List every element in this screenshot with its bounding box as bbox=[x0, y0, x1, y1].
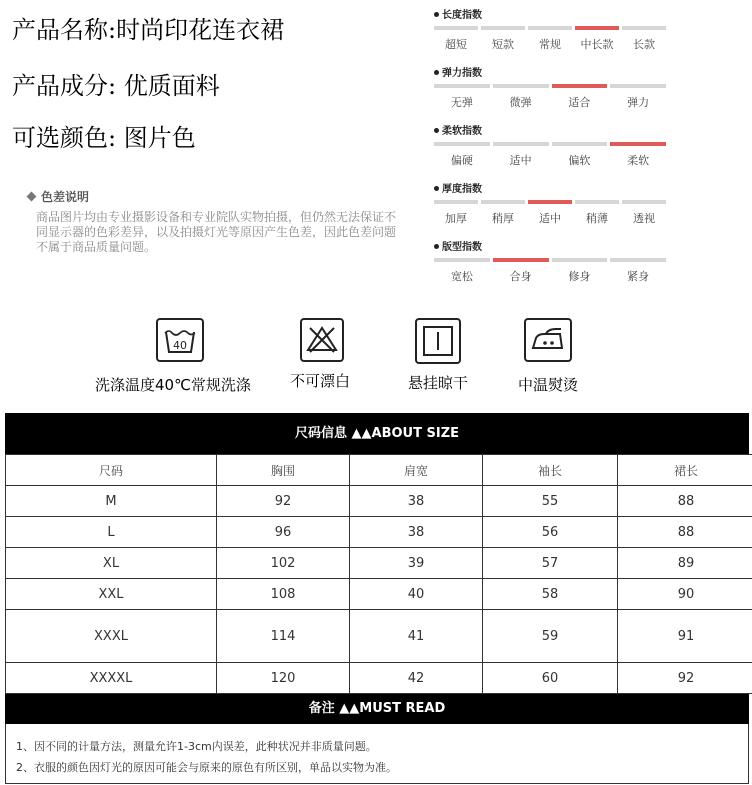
cell-size: L bbox=[6, 517, 217, 548]
scale-group bbox=[430, 238, 670, 290]
bullet-icon bbox=[434, 12, 439, 17]
cell-length: 89 bbox=[618, 548, 752, 579]
scale-segment-selected bbox=[528, 200, 572, 204]
color-note-title: 色差说明 bbox=[28, 188, 89, 205]
scale-option-label: 偏硬 bbox=[450, 154, 473, 167]
medium-iron-icon bbox=[524, 318, 572, 362]
table-row bbox=[6, 548, 752, 579]
scale-option-label: 宽松 bbox=[450, 270, 473, 283]
scale-group bbox=[430, 6, 670, 58]
scale-segment bbox=[434, 84, 490, 88]
scale-title: 弹力指数 bbox=[434, 64, 482, 79]
scale-segment bbox=[622, 200, 666, 204]
scale-option-label: 适合 bbox=[568, 96, 591, 109]
scale-option-label: 加厚 bbox=[445, 212, 467, 225]
scale-option-label: 超短 bbox=[445, 38, 467, 51]
header-shoulder: 肩宽 bbox=[350, 455, 483, 486]
table-row bbox=[6, 579, 752, 610]
table-row bbox=[6, 663, 752, 694]
cell-shoulder: 41 bbox=[350, 610, 483, 663]
scale-segment bbox=[552, 258, 608, 262]
bullet-icon bbox=[434, 128, 439, 133]
cell-shoulder: 40 bbox=[350, 579, 483, 610]
cell-bust: 108 bbox=[217, 579, 350, 610]
scale-option-label: 合身 bbox=[509, 270, 532, 283]
scale-segment bbox=[493, 142, 549, 146]
scale-option-label: 中长款 bbox=[580, 38, 614, 51]
cell-shoulder: 38 bbox=[350, 517, 483, 548]
no-bleach-icon bbox=[300, 318, 344, 362]
scale-option-label: 紧身 bbox=[627, 270, 650, 283]
cell-size: XL bbox=[6, 548, 217, 579]
care-label-bleach: 不可漂白 bbox=[290, 372, 351, 390]
remark-line: 2、衣服的颜色因灯光的原因可能会与原来的原色有所区别，单品以实物为准。 bbox=[16, 761, 397, 774]
cell-size: M bbox=[6, 486, 217, 517]
scale-segment-selected bbox=[610, 142, 666, 146]
header-size: 尺码 bbox=[6, 455, 217, 486]
header-length: 裙长 bbox=[618, 455, 752, 486]
wash-temp-text: 40 bbox=[173, 339, 187, 352]
scale-title: 版型指数 bbox=[434, 238, 482, 253]
scale-bar-track bbox=[434, 26, 666, 30]
cell-bust: 96 bbox=[217, 517, 350, 548]
scale-segment bbox=[610, 258, 666, 262]
cell-length: 88 bbox=[618, 486, 752, 517]
cell-sleeve: 55 bbox=[483, 486, 618, 517]
scale-option-label: 长款 bbox=[633, 38, 655, 51]
scale-title: 长度指数 bbox=[434, 6, 482, 21]
size-table-section bbox=[5, 413, 749, 784]
care-label-iron: 中温熨烫 bbox=[518, 376, 579, 394]
scale-option-label: 短款 bbox=[492, 38, 514, 51]
scale-segment bbox=[575, 200, 619, 204]
scale-bar-track bbox=[434, 200, 666, 204]
scale-option-label: 修身 bbox=[568, 270, 591, 283]
scale-option-label: 稍薄 bbox=[586, 212, 608, 225]
wash-40-icon bbox=[156, 318, 204, 362]
diamond-icon bbox=[27, 192, 37, 202]
scale-option-label: 无弹 bbox=[450, 96, 473, 109]
scale-segment bbox=[552, 142, 608, 146]
cell-sleeve: 58 bbox=[483, 579, 618, 610]
scale-segment bbox=[481, 200, 525, 204]
cell-shoulder: 39 bbox=[350, 548, 483, 579]
scale-segment-selected bbox=[575, 26, 619, 30]
scale-segment bbox=[610, 84, 666, 88]
cell-size: XXL bbox=[6, 579, 217, 610]
remarks-title: 备注 ▲▲MUST READ bbox=[5, 694, 749, 724]
scale-segment bbox=[434, 26, 478, 30]
size-table-title: 尺码信息 ▲▲ABOUT SIZE bbox=[5, 413, 749, 454]
cell-sleeve: 57 bbox=[483, 548, 618, 579]
scale-option-label: 稍厚 bbox=[492, 212, 514, 225]
table-row bbox=[6, 486, 752, 517]
size-table bbox=[5, 454, 752, 694]
scale-option-label: 弹力 bbox=[627, 96, 650, 109]
table-row bbox=[6, 610, 752, 663]
scale-option-label: 偏软 bbox=[568, 154, 591, 167]
scale-bar-track bbox=[434, 84, 666, 88]
scale-segment bbox=[434, 258, 490, 262]
cell-length: 91 bbox=[618, 610, 752, 663]
scale-option-label: 柔软 bbox=[627, 154, 650, 167]
hang-dry-icon bbox=[415, 318, 461, 364]
cell-length: 88 bbox=[618, 517, 752, 548]
cell-sleeve: 60 bbox=[483, 663, 618, 694]
product-colors: 可选颜色: 图片色 bbox=[12, 124, 196, 152]
scale-option-label: 适中 bbox=[509, 154, 532, 167]
cell-shoulder: 42 bbox=[350, 663, 483, 694]
scale-option-label: 常规 bbox=[539, 38, 561, 51]
scale-segment bbox=[434, 200, 478, 204]
scale-segment bbox=[493, 84, 549, 88]
scale-option-label: 适中 bbox=[539, 212, 561, 225]
cell-bust: 120 bbox=[217, 663, 350, 694]
scale-segment bbox=[528, 26, 572, 30]
cell-sleeve: 56 bbox=[483, 517, 618, 548]
cell-length: 90 bbox=[618, 579, 752, 610]
scale-group bbox=[430, 64, 670, 116]
product-composition: 产品成分: 优质面料 bbox=[12, 72, 220, 100]
scale-segment bbox=[622, 26, 666, 30]
scale-option-label: 透视 bbox=[633, 212, 655, 225]
care-label-wash: 洗涤温度40℃常规洗涤 bbox=[95, 376, 251, 394]
care-label-dry: 悬挂晾干 bbox=[408, 374, 469, 392]
scale-segment-selected bbox=[493, 258, 549, 262]
scale-group bbox=[430, 122, 670, 174]
scale-segment bbox=[481, 26, 525, 30]
scale-title: 厚度指数 bbox=[434, 180, 482, 195]
bullet-icon bbox=[434, 186, 439, 191]
size-table-header bbox=[6, 455, 752, 486]
cell-bust: 114 bbox=[217, 610, 350, 663]
bullet-icon bbox=[434, 70, 439, 75]
cell-length: 92 bbox=[618, 663, 752, 694]
cell-size: XXXXL bbox=[6, 663, 217, 694]
scale-bar-track bbox=[434, 258, 666, 262]
cell-sleeve: 59 bbox=[483, 610, 618, 663]
product-name: 产品名称:时尚印花连衣裙 bbox=[12, 16, 285, 44]
table-row bbox=[6, 517, 752, 548]
scale-segment-selected bbox=[552, 84, 608, 88]
scale-segment bbox=[434, 142, 490, 146]
scale-option-label: 微弹 bbox=[509, 96, 532, 109]
scale-group bbox=[430, 180, 670, 232]
cell-bust: 92 bbox=[217, 486, 350, 517]
scale-bar-track bbox=[434, 142, 666, 146]
header-sleeve: 袖长 bbox=[483, 455, 618, 486]
color-note-text: 商品图片均由专业摄影设备和专业院队实物拍摄，但仍然无法保证不同显示器的色彩差异，以及拍摄灯光等原因产生色差，因此色差问题不属于商品质量问题。 bbox=[36, 210, 397, 254]
header-bust: 胸围 bbox=[217, 455, 350, 486]
cell-shoulder: 38 bbox=[350, 486, 483, 517]
scale-title: 柔软指数 bbox=[434, 122, 482, 137]
bullet-icon bbox=[434, 244, 439, 249]
remarks-box bbox=[5, 724, 749, 784]
cell-size: XXXL bbox=[6, 610, 217, 663]
cell-bust: 102 bbox=[217, 548, 350, 579]
remark-line: 1、因不同的计量方法，测量允许1-3cm内误差，此种状况并非质量问题。 bbox=[16, 740, 377, 753]
